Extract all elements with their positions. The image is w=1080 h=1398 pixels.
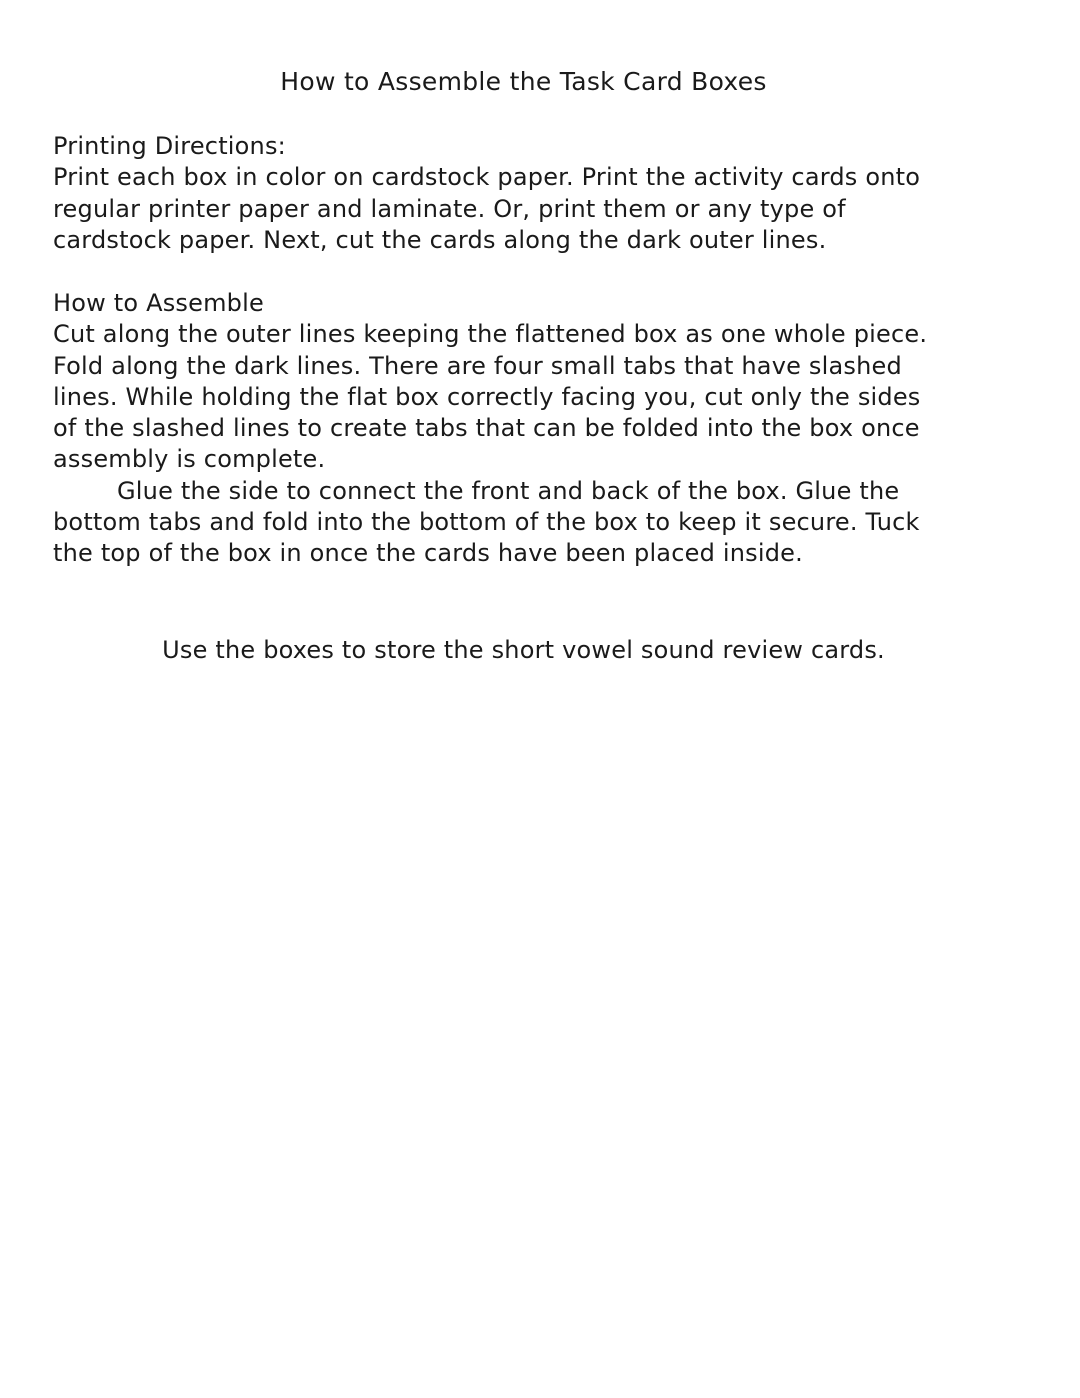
printing-directions-line: cardstock paper. Next, cut the cards along the dark outer lines. bbox=[53, 225, 827, 254]
assemble-instruction-line: assembly is complete. bbox=[53, 445, 326, 474]
storage-note: Use the boxes to store the short vowel sound review cards. bbox=[162, 636, 885, 664]
glue-instruction-line: Glue the side to connect the front and back of the box. Glue the bbox=[117, 476, 900, 505]
glue-instruction-line: the top of the box in once the cards have been placed inside. bbox=[53, 539, 803, 568]
page-title: How to Assemble the Task Card Boxes bbox=[280, 67, 767, 96]
printing-directions-heading: Printing Directions: bbox=[53, 132, 286, 160]
printing-directions-line: regular printer paper and laminate. Or, print them or any type of bbox=[53, 194, 846, 223]
assemble-instruction-line: lines. While holding the flat box correctly facing you, cut only the sides bbox=[53, 382, 921, 411]
how-to-assemble-section bbox=[53, 288, 1038, 570]
assemble-instruction-line: Cut along the outer lines keeping the flattened box as one whole piece. bbox=[53, 320, 928, 349]
how-to-assemble-heading: How to Assemble bbox=[53, 289, 264, 317]
assemble-instruction-line: of the slashed lines to create tabs that can be folded into the box once bbox=[53, 414, 920, 443]
glue-instruction-line: bottom tabs and fold into the bottom of the box to keep it secure. Tuck bbox=[53, 508, 920, 537]
assemble-instruction-line: Fold along the dark lines. There are four small tabs that have slashed bbox=[53, 351, 902, 380]
printing-directions-section bbox=[53, 131, 1038, 256]
printing-directions-line: Print each box in color on cardstock paper. Print the activity cards onto bbox=[53, 163, 921, 192]
